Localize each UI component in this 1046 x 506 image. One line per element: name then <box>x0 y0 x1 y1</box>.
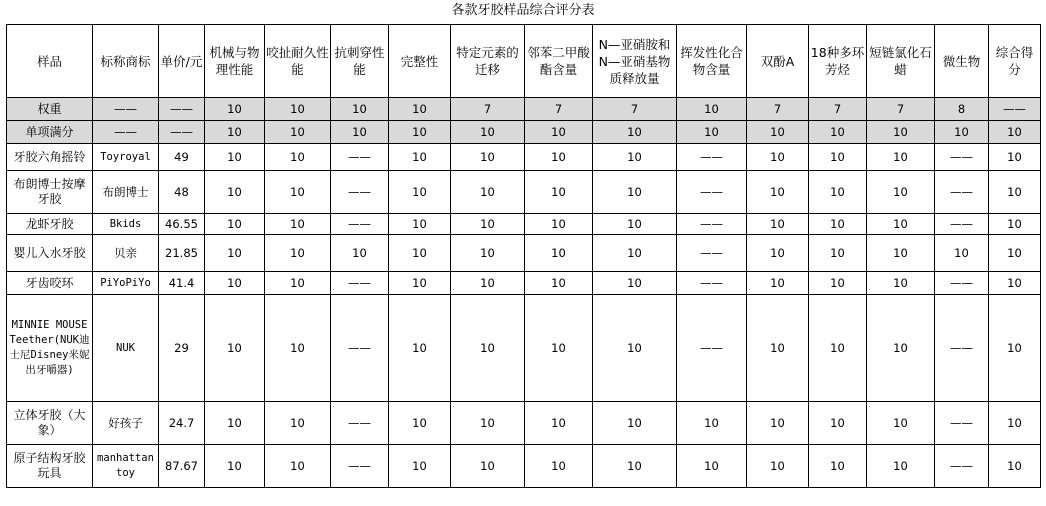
table-cell: 10 <box>265 121 331 144</box>
table-cell: —— <box>677 235 747 272</box>
table-cell: 好孩子 <box>93 402 159 445</box>
table-row <box>7 144 1041 171</box>
table-cell: 10 <box>809 121 867 144</box>
table-cell: 10 <box>389 121 451 144</box>
table-cell: 10 <box>389 445 451 488</box>
table-cell: 10 <box>205 121 265 144</box>
table-cell: 10 <box>451 121 525 144</box>
column-header: 单价/元 <box>159 25 205 98</box>
table-cell: —— <box>331 272 389 295</box>
table-row <box>7 171 1041 214</box>
table-cell: 10 <box>747 402 809 445</box>
table-cell: 10 <box>265 445 331 488</box>
table-cell: 10 <box>747 121 809 144</box>
table-cell: —— <box>677 295 747 402</box>
table-cell: 10 <box>989 121 1041 144</box>
table-cell: 10 <box>389 214 451 235</box>
table-cell: 10 <box>389 98 451 121</box>
table-cell: —— <box>935 445 989 488</box>
table-cell: 10 <box>989 171 1041 214</box>
table-cell: 8 <box>935 98 989 121</box>
table-cell: 48 <box>159 171 205 214</box>
column-header: 挥发性化合物含量 <box>677 25 747 98</box>
table-row <box>7 214 1041 235</box>
table-cell: 10 <box>205 445 265 488</box>
table-cell: —— <box>331 445 389 488</box>
column-header: 短链氯化石蜡 <box>867 25 935 98</box>
row-label: MINNIE MOUSE Teether(NUK迪士尼Disney米妮出牙嚼器) <box>7 295 93 402</box>
table-cell: 10 <box>331 98 389 121</box>
row-label: 婴儿入水牙胶 <box>7 235 93 272</box>
table-cell: 10 <box>989 402 1041 445</box>
table-cell: 10 <box>867 295 935 402</box>
table-cell: 10 <box>451 235 525 272</box>
row-label: 牙胶六角摇铃 <box>7 144 93 171</box>
table-cell: 10 <box>525 144 593 171</box>
table-cell: 10 <box>525 295 593 402</box>
column-header: 18种多环芳烃 <box>809 25 867 98</box>
table-row <box>7 121 1041 144</box>
table-cell: —— <box>331 171 389 214</box>
table-cell: 布朗博士 <box>93 171 159 214</box>
table-cell: 10 <box>389 235 451 272</box>
row-label: 牙齿咬环 <box>7 272 93 295</box>
table-cell: —— <box>159 121 205 144</box>
table-cell: 10 <box>205 272 265 295</box>
table-cell: 10 <box>867 214 935 235</box>
table-cell: manhattan toy <box>93 445 159 488</box>
table-cell: 7 <box>525 98 593 121</box>
table-cell: —— <box>677 214 747 235</box>
table-cell: 10 <box>331 235 389 272</box>
column-header: 双酚A <box>747 25 809 98</box>
table-cell: 10 <box>389 295 451 402</box>
table-cell: 10 <box>451 171 525 214</box>
table-cell: 10 <box>989 144 1041 171</box>
table-cell: 10 <box>677 445 747 488</box>
table-cell: 10 <box>205 235 265 272</box>
table-cell: 10 <box>747 214 809 235</box>
table-cell: 10 <box>593 235 677 272</box>
table-cell: —— <box>159 98 205 121</box>
table-cell: 10 <box>809 214 867 235</box>
column-header: 邻苯二甲酸酯含量 <box>525 25 593 98</box>
table-cell: 10 <box>867 171 935 214</box>
table-cell: —— <box>935 171 989 214</box>
table-cell: 10 <box>265 98 331 121</box>
table-cell: —— <box>677 171 747 214</box>
table-cell: 10 <box>593 121 677 144</box>
row-label: 龙虾牙胶 <box>7 214 93 235</box>
column-header: 综合得分 <box>989 25 1041 98</box>
table-row <box>7 98 1041 121</box>
table-cell: 10 <box>389 144 451 171</box>
table-cell: 10 <box>867 235 935 272</box>
table-cell: 10 <box>867 144 935 171</box>
table-cell: 10 <box>265 171 331 214</box>
table-cell: 10 <box>593 295 677 402</box>
row-label: 原子结构牙胶玩具 <box>7 445 93 488</box>
table-cell: 10 <box>331 121 389 144</box>
table-cell: —— <box>331 214 389 235</box>
table-cell: 10 <box>809 144 867 171</box>
column-header: 标称商标 <box>93 25 159 98</box>
table-cell: 10 <box>747 445 809 488</box>
table-cell: 41.4 <box>159 272 205 295</box>
table-cell: 10 <box>989 445 1041 488</box>
table-cell: 49 <box>159 144 205 171</box>
column-header: 样品 <box>7 25 93 98</box>
table-cell: 7 <box>593 98 677 121</box>
table-cell: 10 <box>265 214 331 235</box>
table-cell: —— <box>93 98 159 121</box>
table-cell: 21.85 <box>159 235 205 272</box>
table-cell: 10 <box>525 402 593 445</box>
table-cell: 10 <box>451 272 525 295</box>
table-cell: —— <box>677 272 747 295</box>
table-cell: 10 <box>867 272 935 295</box>
table-cell: 10 <box>747 171 809 214</box>
header-row <box>7 25 1041 98</box>
table-cell: 10 <box>747 144 809 171</box>
table-cell: 10 <box>525 121 593 144</box>
table-cell: 10 <box>989 235 1041 272</box>
table-title: 各款牙胶样品综合评分表 <box>451 3 595 18</box>
table-cell: 10 <box>593 214 677 235</box>
table-cell: 10 <box>747 235 809 272</box>
table-cell: 10 <box>525 171 593 214</box>
table-cell: 10 <box>265 272 331 295</box>
table-cell: —— <box>331 144 389 171</box>
table-row <box>7 295 1041 402</box>
table-cell: 10 <box>265 402 331 445</box>
table-cell: —— <box>331 295 389 402</box>
row-label: 单项满分 <box>7 121 93 144</box>
column-header: 完整性 <box>389 25 451 98</box>
table-cell: —— <box>935 402 989 445</box>
table-cell: 10 <box>677 98 747 121</box>
column-header: 微生物 <box>935 25 989 98</box>
table-row <box>7 402 1041 445</box>
table-cell: 10 <box>747 295 809 402</box>
table-cell: 10 <box>389 402 451 445</box>
table-cell: 10 <box>525 445 593 488</box>
table-cell: 10 <box>389 171 451 214</box>
table-cell: 10 <box>265 144 331 171</box>
table-cell: 7 <box>867 98 935 121</box>
table-cell: 10 <box>809 171 867 214</box>
table-cell: 10 <box>525 214 593 235</box>
table-cell: 10 <box>677 121 747 144</box>
table-cell: 10 <box>593 171 677 214</box>
table-cell: 10 <box>809 235 867 272</box>
table-cell: 10 <box>451 144 525 171</box>
table-cell: 10 <box>205 98 265 121</box>
table-cell: 10 <box>809 272 867 295</box>
column-header: N—亚硝胺和N—亚硝基物质释放量 <box>593 25 677 98</box>
table-cell: 10 <box>205 144 265 171</box>
column-header: 咬扯耐久性能 <box>265 25 331 98</box>
table-cell: 87.67 <box>159 445 205 488</box>
table-cell: 10 <box>525 235 593 272</box>
row-label: 权重 <box>7 98 93 121</box>
column-header: 特定元素的迁移 <box>451 25 525 98</box>
table-cell: 10 <box>593 402 677 445</box>
table-row <box>7 272 1041 295</box>
table-cell: 10 <box>265 295 331 402</box>
table-cell: 10 <box>451 402 525 445</box>
table-cell: PiYoPiYo <box>93 272 159 295</box>
table-cell: 10 <box>989 272 1041 295</box>
table-cell: 10 <box>747 272 809 295</box>
table-cell: 贝亲 <box>93 235 159 272</box>
table-cell: Toyroyal <box>93 144 159 171</box>
score-table <box>6 24 1041 488</box>
table-cell: 10 <box>593 272 677 295</box>
table-cell: 46.55 <box>159 214 205 235</box>
table-cell: 10 <box>935 121 989 144</box>
table-cell: 10 <box>593 144 677 171</box>
column-header: 抗刺穿性能 <box>331 25 389 98</box>
table-row <box>7 445 1041 488</box>
table-cell: 7 <box>747 98 809 121</box>
table-cell: —— <box>935 214 989 235</box>
table-cell: —— <box>935 272 989 295</box>
table-cell: 10 <box>935 235 989 272</box>
table-cell: —— <box>989 98 1041 121</box>
table-cell: 10 <box>809 445 867 488</box>
table-cell: 10 <box>205 402 265 445</box>
table-cell: 10 <box>593 445 677 488</box>
row-label: 立体牙胶（大象） <box>7 402 93 445</box>
table-cell: 10 <box>867 402 935 445</box>
table-cell: —— <box>93 121 159 144</box>
table-cell: 10 <box>809 402 867 445</box>
table-cell: 7 <box>809 98 867 121</box>
table-cell: —— <box>935 144 989 171</box>
table-cell: 29 <box>159 295 205 402</box>
table-cell: 24.7 <box>159 402 205 445</box>
table-row <box>7 235 1041 272</box>
table-cell: 10 <box>265 235 331 272</box>
table-cell: 10 <box>677 402 747 445</box>
table-cell: 7 <box>451 98 525 121</box>
table-cell: 10 <box>389 272 451 295</box>
table-cell: 10 <box>451 295 525 402</box>
table-cell: 10 <box>867 121 935 144</box>
table-cell: 10 <box>989 295 1041 402</box>
table-cell: 10 <box>867 445 935 488</box>
table-cell: 10 <box>205 171 265 214</box>
table-cell: 10 <box>205 214 265 235</box>
table-cell: 10 <box>809 295 867 402</box>
table-cell: —— <box>935 295 989 402</box>
table-cell: 10 <box>205 295 265 402</box>
table-cell: —— <box>677 144 747 171</box>
table-cell: 10 <box>525 272 593 295</box>
column-header: 机械与物理性能 <box>205 25 265 98</box>
table-cell: 10 <box>451 214 525 235</box>
table-cell: 10 <box>989 214 1041 235</box>
row-label: 布朗博士按摩牙胶 <box>7 171 93 214</box>
table-cell: —— <box>331 402 389 445</box>
table-cell: Bkids <box>93 214 159 235</box>
table-cell: NUK <box>93 295 159 402</box>
table-cell: 10 <box>451 445 525 488</box>
